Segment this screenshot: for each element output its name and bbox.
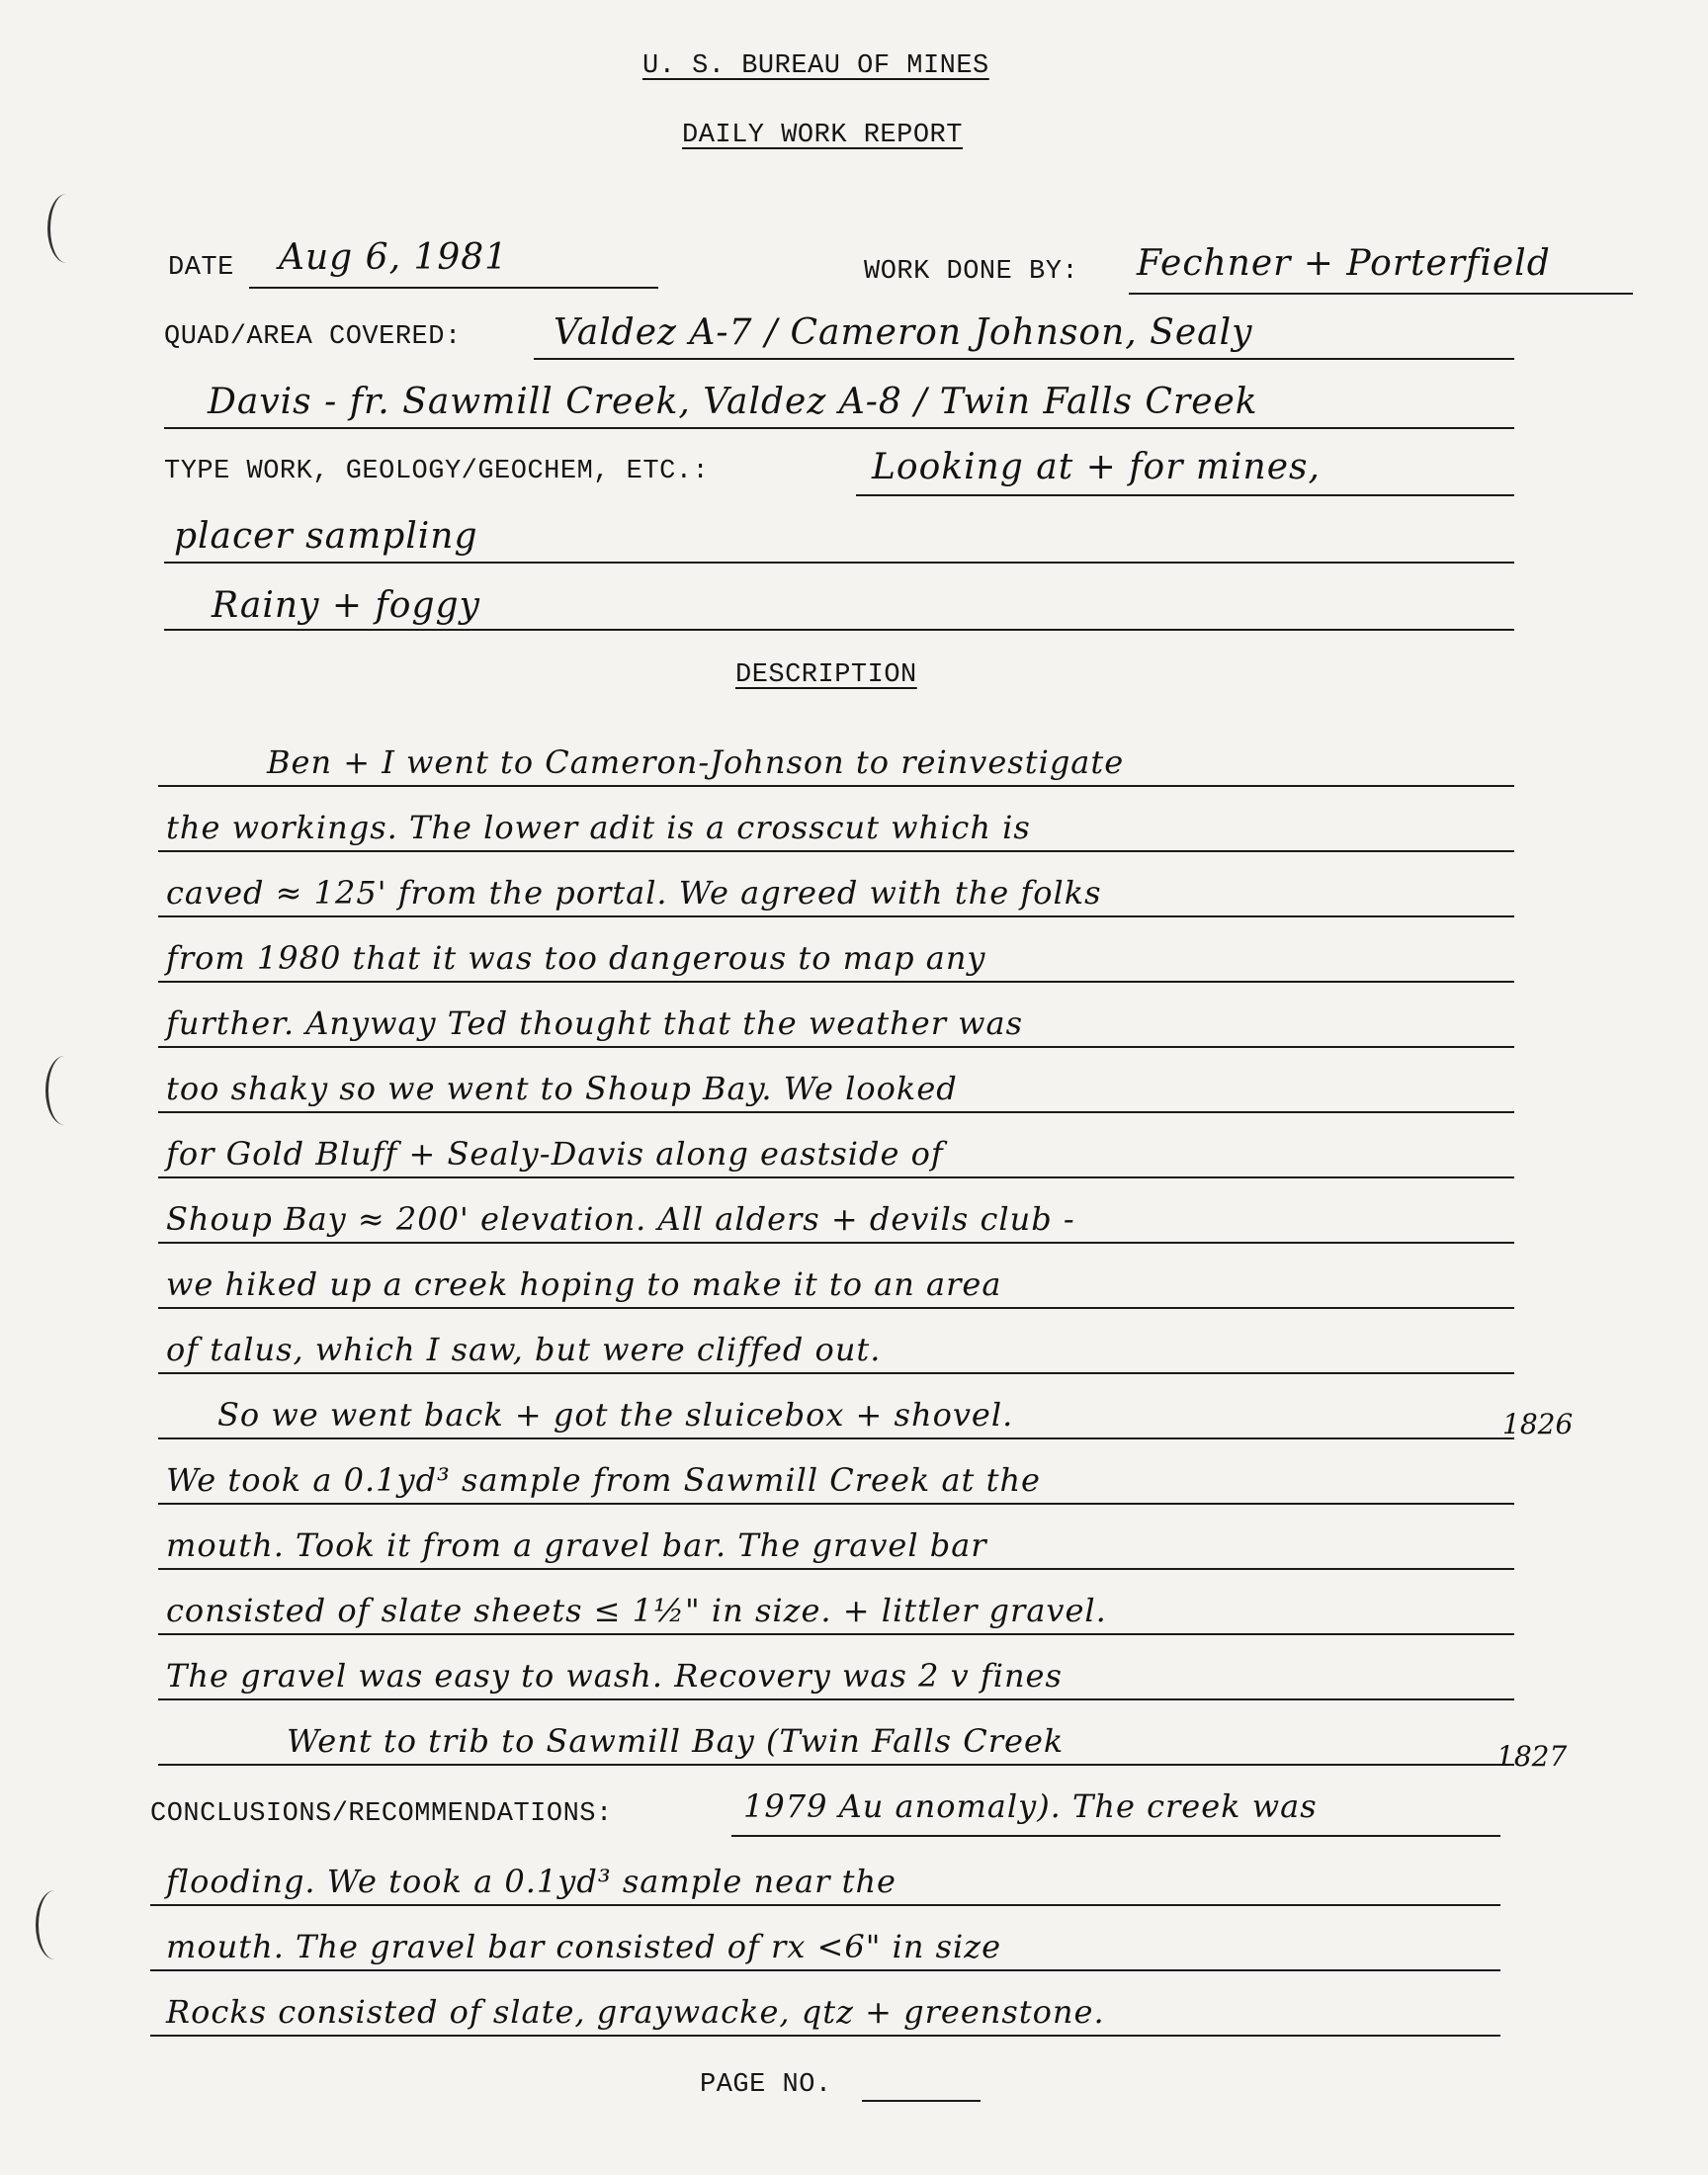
type-work-value-line3: Rainy + foggy	[212, 585, 480, 626]
description-line: So we went back + got the sluicebox + shovel.	[217, 1396, 1014, 1434]
description-rule	[158, 981, 1514, 983]
description-rule	[158, 785, 1514, 787]
description-rule	[158, 1764, 1514, 1766]
agency-title: U. S. BUREAU OF MINES	[642, 51, 989, 81]
conclusions-line: Rocks consisted of slate, graywacke, qtz + greenstone.	[166, 1993, 1105, 2031]
description-rule	[158, 915, 1514, 917]
page-number-rule	[862, 2100, 981, 2102]
description-rule	[158, 1568, 1514, 1570]
work-done-by-value: Fechner + Porterfield	[1137, 243, 1551, 284]
margin-note-1826: 1826	[1502, 1408, 1574, 1440]
description-line: of talus, which I saw, but were cliffed out.	[166, 1331, 882, 1368]
type-work-value-line1: Looking at + for mines,	[872, 447, 1321, 487]
work-done-by-label: WORK DONE BY:	[864, 257, 1079, 287]
quad-area-value-line2: Davis - fr. Sawmill Creek, Valdez A-8 / Twin Falls Creek	[208, 382, 1258, 422]
description-line: for Gold Bluff + Sealy-Davis along eastside of	[166, 1135, 944, 1173]
work-done-by-rule	[1129, 293, 1633, 295]
conclusions-label: CONCLUSIONS/RECOMMENDATIONS:	[150, 1799, 613, 1829]
binder-hole-middle	[45, 1056, 84, 1125]
description-rule	[158, 850, 1514, 852]
conclusions-rule-1	[731, 1835, 1500, 1837]
type-work-rule-1	[856, 494, 1514, 496]
margin-note-1827: 1827	[1496, 1740, 1568, 1773]
binder-hole-top	[47, 194, 86, 263]
description-line: consisted of slate sheets ≤ 1½" in size. + littler gravel.	[166, 1592, 1107, 1629]
description-line: too shaky so we went to Shoup Bay. We looked	[166, 1070, 958, 1107]
binder-hole-bottom	[36, 1890, 74, 1959]
description-line: caved ≈ 125' from the portal. We agreed with the folks	[166, 874, 1102, 912]
description-line: We took a 0.1yd³ sample from Sawmill Creek at the	[166, 1461, 1041, 1499]
description-rule	[158, 1111, 1514, 1113]
description-line: mouth. Took it from a gravel bar. The gravel bar	[166, 1526, 987, 1564]
description-line: from 1980 that it was too dangerous to map any	[166, 939, 986, 977]
description-line: The gravel was easy to wash. Recovery was 2 v fines	[166, 1657, 1063, 1695]
quad-area-label: QUAD/AREA COVERED:	[164, 322, 462, 352]
description-rule	[158, 1698, 1514, 1700]
description-line: we hiked up a creek hoping to make it to an area	[166, 1265, 1002, 1303]
date-label: DATE	[168, 253, 234, 283]
quad-rule-2	[164, 427, 1514, 429]
description-rule	[158, 1242, 1514, 1244]
conclusions-rule	[150, 2035, 1500, 2037]
type-work-rule-3	[164, 629, 1514, 631]
conclusions-line-1: 1979 Au anomaly). The creek was	[743, 1787, 1318, 1825]
type-work-value-line2: placer sampling	[174, 516, 478, 557]
description-line: Shoup Bay ≈ 200' elevation. All alders + devils club -	[166, 1200, 1075, 1238]
conclusions-line: flooding. We took a 0.1yd³ sample near the	[166, 1863, 897, 1900]
page-number-label: PAGE NO.	[700, 2070, 832, 2100]
description-rule	[158, 1503, 1514, 1505]
description-line: further. Anyway Ted thought that the weather was	[166, 1004, 1024, 1042]
conclusions-line: mouth. The gravel bar consisted of rx <6" in size	[166, 1928, 1002, 1965]
description-rule	[158, 1176, 1514, 1178]
conclusions-rule	[150, 1904, 1500, 1906]
date-rule	[249, 287, 658, 289]
description-rule	[158, 1633, 1514, 1635]
type-work-label: TYPE WORK, GEOLOGY/GEOCHEM, ETC.:	[164, 457, 710, 486]
description-rule	[158, 1307, 1514, 1309]
description-line: the workings. The lower adit is a crosscut which is	[166, 809, 1031, 846]
description-rule	[158, 1372, 1514, 1374]
date-value: Aug 6, 1981	[279, 237, 509, 278]
description-line: Went to trib to Sawmill Bay (Twin Falls Creek	[287, 1722, 1065, 1760]
description-line: Ben + I went to Cameron-Johnson to reinvestigate	[267, 743, 1125, 781]
description-heading: DESCRIPTION	[735, 660, 917, 690]
report-title: DAILY WORK REPORT	[682, 121, 963, 150]
quad-area-value-line1: Valdez A-7 / Cameron Johnson, Sealy	[554, 312, 1253, 353]
type-work-rule-2	[164, 562, 1514, 564]
description-rule	[158, 1046, 1514, 1048]
description-rule	[158, 1437, 1514, 1439]
conclusions-rule	[150, 1969, 1500, 1971]
quad-rule-1	[534, 358, 1514, 360]
